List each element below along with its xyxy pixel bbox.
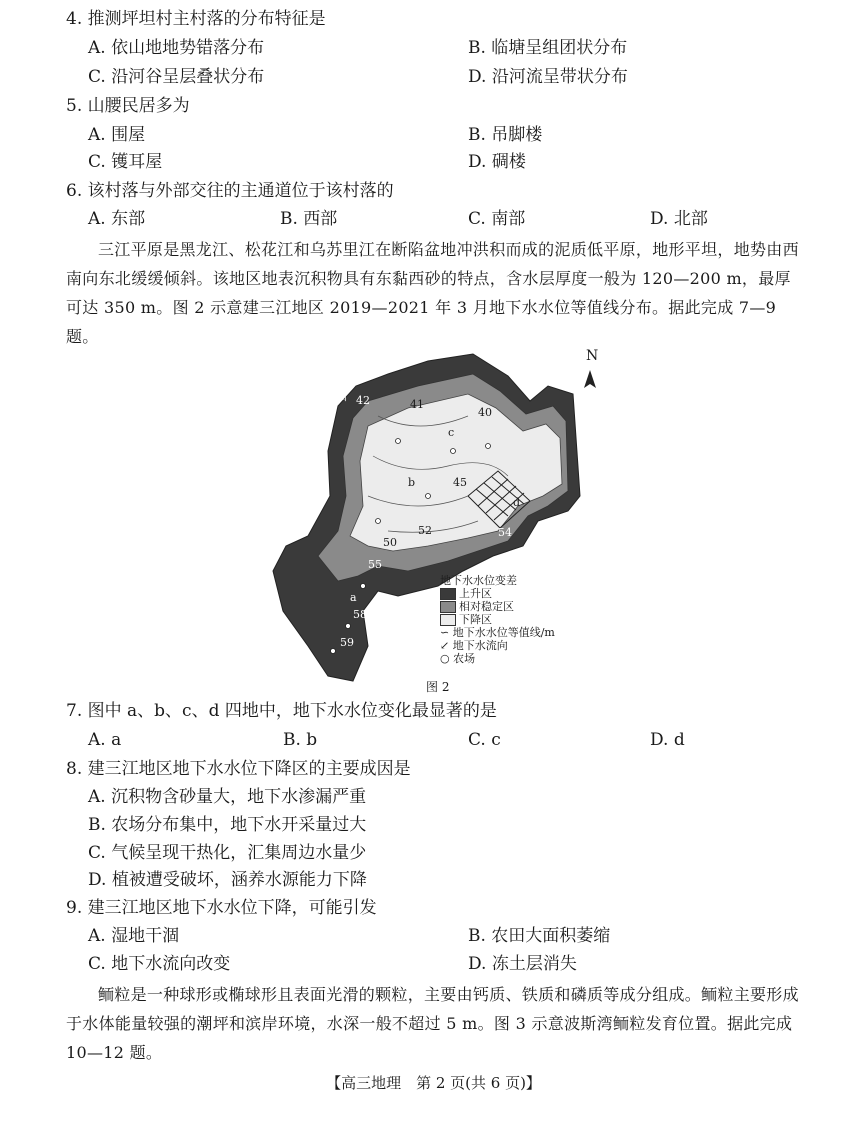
- q7-option-b: B. b: [283, 730, 318, 750]
- farm-icon: ○: [440, 652, 454, 665]
- q8-option-a: A. 沉积物含砂量大，地下水渗漏严重: [88, 787, 367, 807]
- map-label-55: 55: [368, 558, 382, 571]
- map-label-54: 54: [498, 526, 512, 539]
- map-label-d: d: [513, 496, 521, 509]
- passage-ooids: 鲕粒是一种球形或椭球形且表面光滑的颗粒，主要由钙质、铁质和磷质等成分组成。鲕粒主要形成于水体能量较强的潮坪和滨岸环境，水深一般不超过 5 m。图 3 示意波斯湾鲕粒发育位置。据此完成 10—12 题。: [66, 985, 799, 1062]
- figure-2-map: [268, 346, 608, 696]
- q4-option-d: D. 沿河流呈带状分布: [468, 67, 628, 87]
- q9-option-a: A. 湿地干涸: [88, 926, 180, 946]
- q9-option-c: C. 地下水流向改变: [88, 954, 231, 974]
- stable-swatch: [440, 601, 456, 613]
- fall-swatch: [440, 614, 456, 626]
- q6-option-d: D. 北部: [650, 209, 708, 229]
- legend-item-rise: 上升区: [440, 587, 555, 600]
- q6-option-b: B. 西部: [280, 209, 338, 229]
- passage-sanjiang: 三江平原是黑龙江、松花江和乌苏里江在断陷盆地冲洪积而成的泥质低平原，地形平坦，地势由西南向东北缓缓倾斜。该地区地表沉积物具有东黏西砂的特点，含水层厚度一般为 120—200 m，最厚可达 350 m。图 2 示意建三江地区 2019—2021 年 3 月地下水水位等值线分布。据此完成 7—9 题。: [66, 240, 799, 346]
- q7-option-a: A. a: [88, 730, 122, 750]
- map-label-41: 41: [410, 398, 424, 411]
- map-label-shan: 山: [336, 390, 347, 403]
- page-footer: 【高三地理 第 2 页(共 6 页)】: [326, 1074, 541, 1092]
- map-label-58: 58: [353, 608, 367, 621]
- flow-arrow-icon: ↙: [440, 639, 453, 652]
- map-label-b: b: [408, 476, 416, 489]
- q4-option-a: A. 依山地地势错落分布: [88, 38, 265, 58]
- map-label-42: 42: [356, 394, 370, 407]
- legend-item-flow: ↙ 地下水流向: [440, 639, 508, 652]
- q5-option-a: A. 围屋: [88, 125, 146, 145]
- q5-stem: 5. 山腰民居多为: [66, 96, 190, 116]
- rise-swatch: [440, 588, 456, 600]
- q9-stem: 9. 建三江地区地下水水位下降，可能引发: [66, 898, 377, 918]
- q6-option-a: A. 东部: [88, 209, 146, 229]
- q4-option-c: C. 沿河谷呈层叠状分布: [88, 67, 265, 87]
- q7-stem: 7. 图中 a、b、c、d 四地中，地下水水位变化最显著的是: [66, 701, 497, 721]
- map-label-40: 40: [478, 406, 492, 419]
- legend-item-farm: ○ 农场: [440, 652, 476, 665]
- map-label-52: 52: [418, 524, 432, 537]
- q8-option-d: D. 植被遭受破坏，涵养水源能力下降: [88, 870, 367, 890]
- q7-option-c: C. c: [468, 730, 501, 750]
- q4-option-b: B. 临塘呈组团状分布: [468, 38, 628, 58]
- q9-option-d: D. 冻土层消失: [468, 954, 577, 974]
- q6-option-c: C. 南部: [468, 209, 526, 229]
- map-label-50: 50: [383, 536, 397, 549]
- q4-stem: 4. 推测坪坦村主村落的分布特征是: [66, 9, 326, 29]
- q5-option-d: D. 碉楼: [468, 152, 526, 172]
- q7-option-d: D. d: [650, 730, 685, 750]
- q5-option-b: B. 吊脚楼: [468, 125, 543, 145]
- north-label: N: [586, 348, 599, 364]
- legend-item-fall: 下降区: [440, 613, 555, 626]
- groundwater-map: [268, 346, 608, 696]
- q8-option-b: B. 农场分布集中，地下水开采量过大: [88, 815, 367, 835]
- figure-caption: 图 2: [426, 680, 450, 694]
- q5-option-c: C. 镬耳屋: [88, 152, 163, 172]
- map-label-c: c: [448, 426, 455, 439]
- contour-icon: ∽: [440, 626, 453, 639]
- q9-option-b: B. 农田大面积萎缩: [468, 926, 611, 946]
- legend-title: 地下水水位变差: [440, 574, 517, 587]
- legend: [440, 574, 555, 665]
- legend-item-stable: 相对稳定区: [440, 600, 555, 613]
- map-label-a: a: [350, 591, 357, 604]
- map-label-45: 45: [453, 476, 467, 489]
- q6-stem: 6. 该村落与外部交往的主通道位于该村落的: [66, 181, 394, 201]
- legend-item-contour: ∽ 地下水水位等值线/m: [440, 626, 555, 639]
- q8-stem: 8. 建三江地区地下水水位下降区的主要成因是: [66, 759, 411, 779]
- q8-option-c: C. 气候呈现干热化，汇集周边水量少: [88, 843, 367, 863]
- north-arrow-icon: [584, 370, 596, 388]
- map-label-59: 59: [340, 636, 354, 649]
